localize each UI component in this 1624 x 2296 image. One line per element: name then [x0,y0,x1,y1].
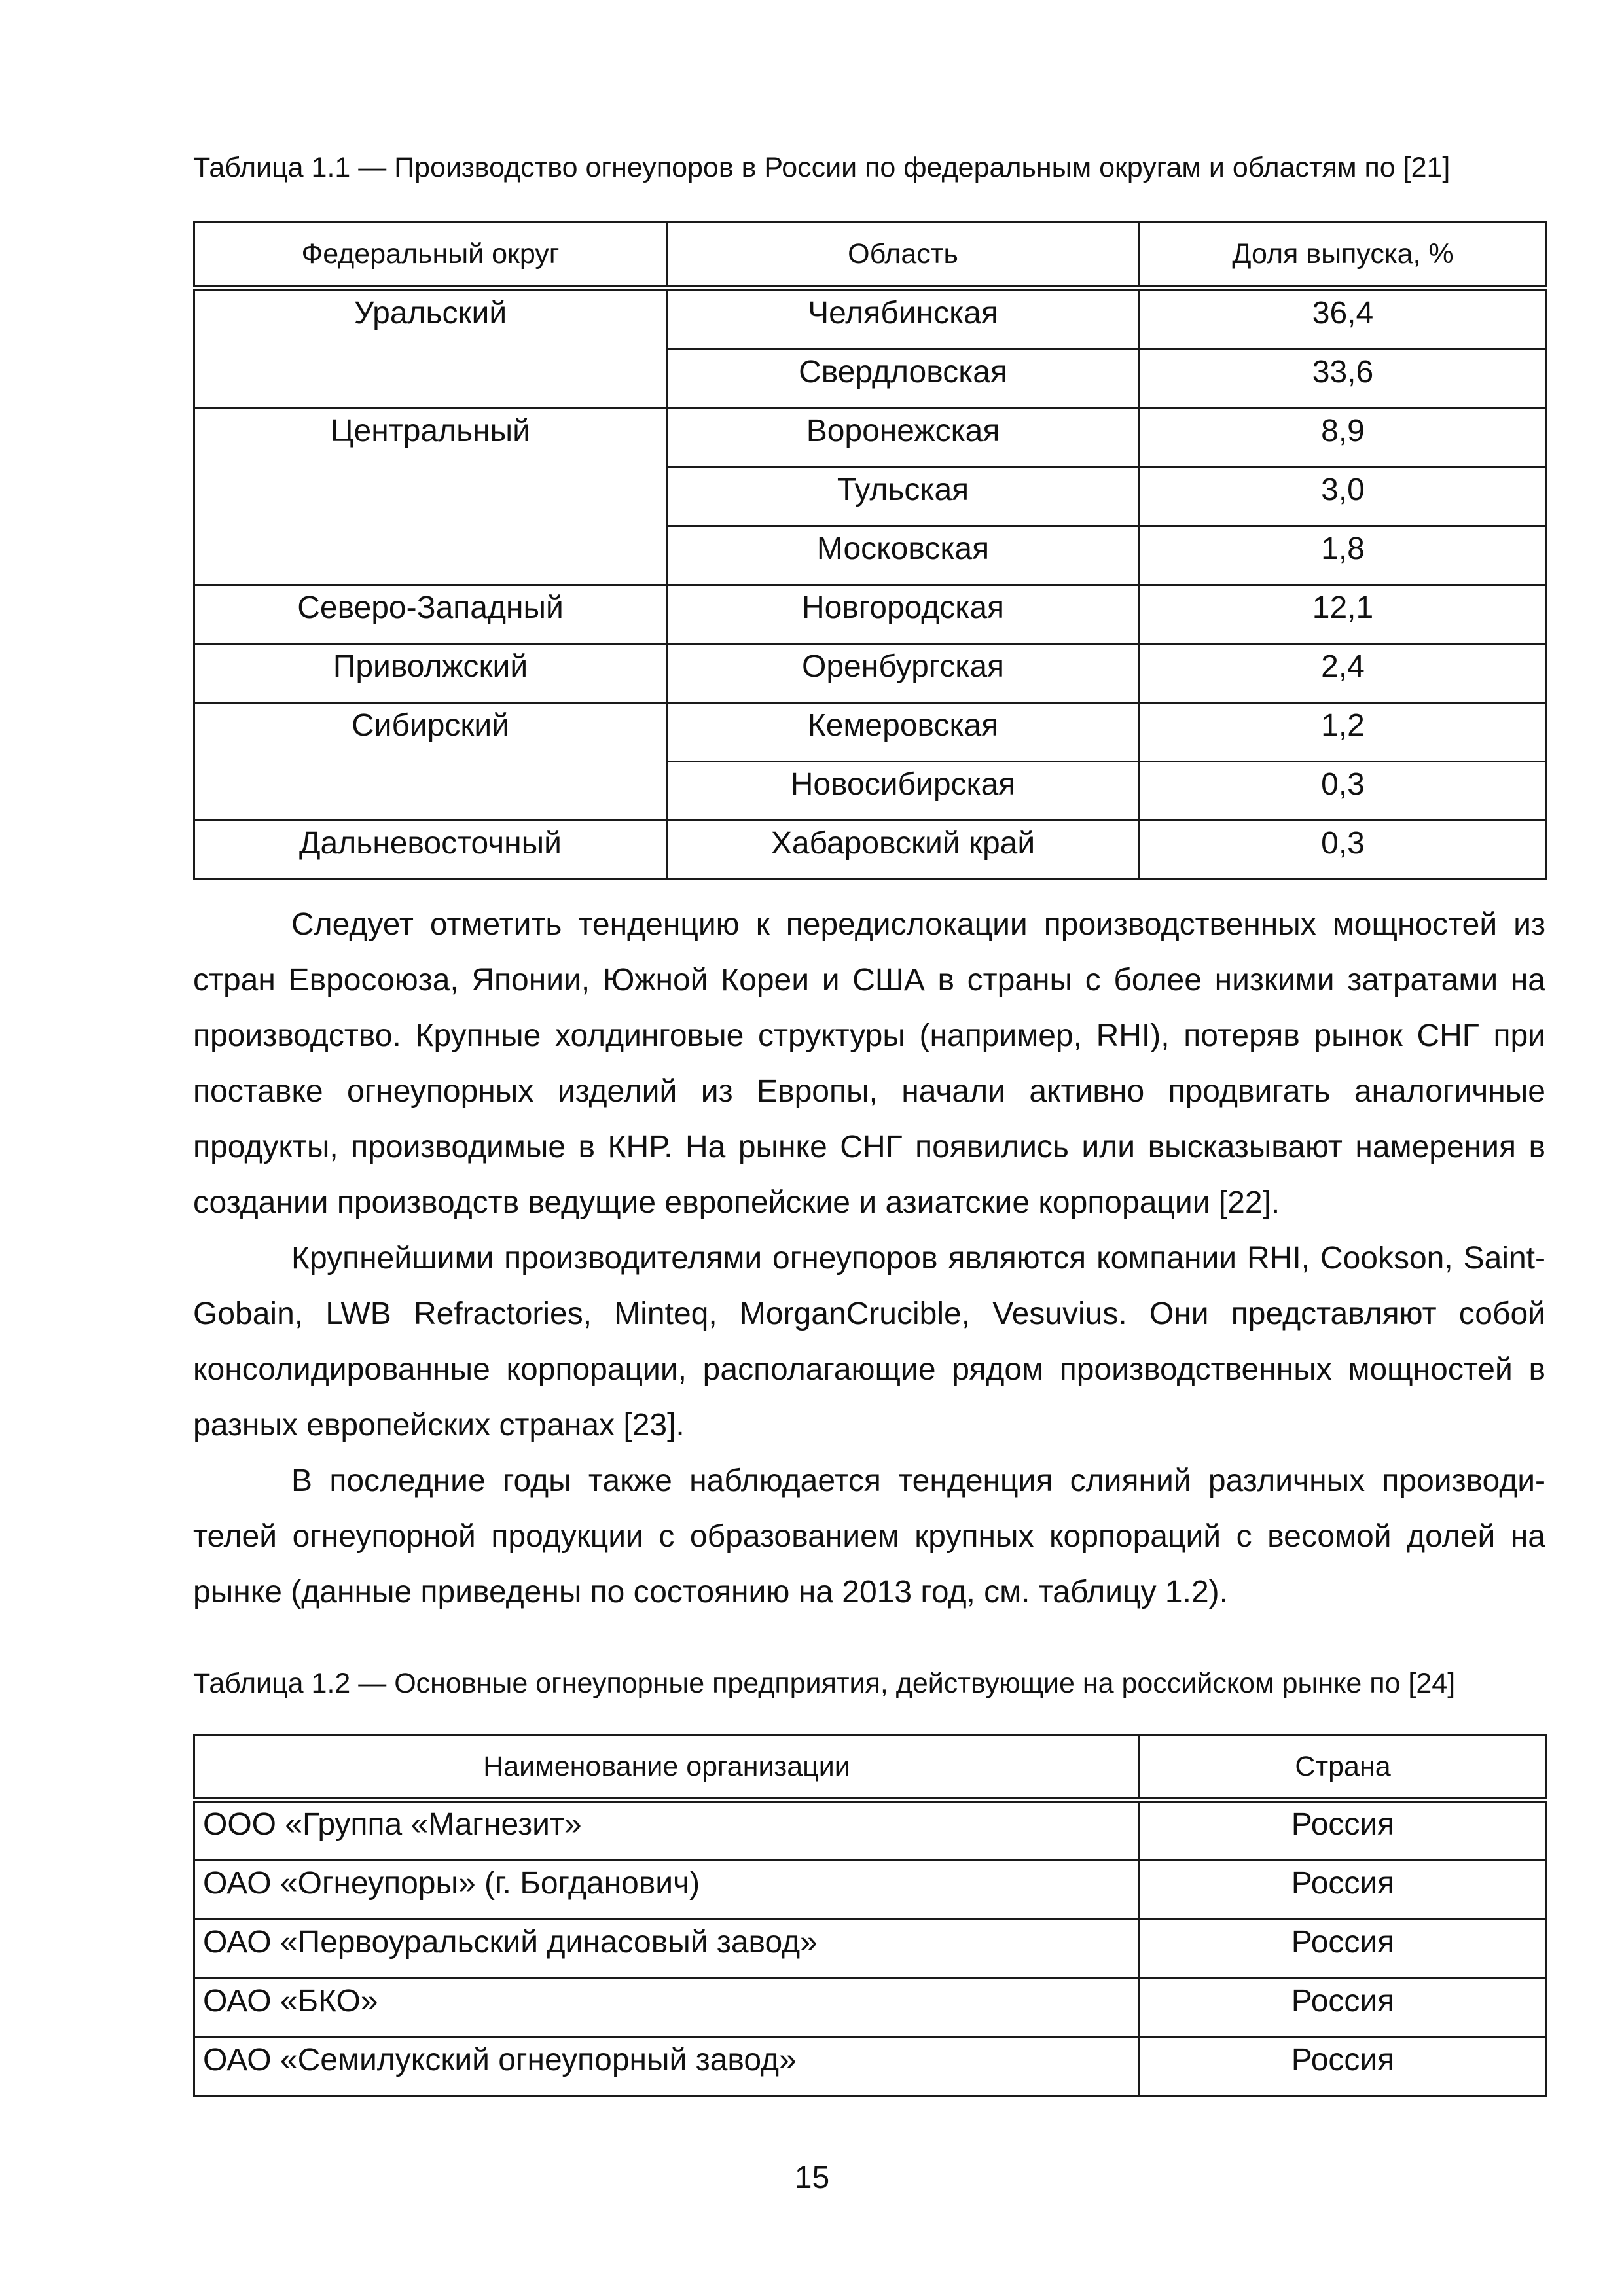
cell-output-share: 0,3 [1140,762,1547,821]
cell-output-share: 12,1 [1140,585,1547,644]
table-row [194,585,1547,644]
cell-region: Тульская [667,467,1140,526]
cell-region: Свердловская [667,350,1140,408]
page-number: 15 [794,2161,830,2195]
cell-output-share: 8,9 [1140,408,1547,467]
cell-country: Россия [1140,1920,1547,1979]
cell-region: Оренбургская [667,644,1140,703]
cell-country: Россия [1140,1800,1547,1861]
table-1-caption: Таблица 1.1 — Производство огнеупоров в России по федеральным округам и областям по [21] [193,152,1451,183]
cell-federal-district: Приволжский [194,644,667,703]
table-row [194,408,1547,467]
cell-federal-district: Уральский [194,289,667,408]
table-refractory-production [193,221,1547,880]
table-row [194,1800,1547,1861]
cell-organization-name: ООО «Группа «Магнезит» [194,1800,1140,1861]
header-organization-name: Наименование организации [194,1736,1140,1800]
cell-region: Челябинская [667,289,1140,350]
table-header-row [194,1736,1547,1800]
cell-output-share: 36,4 [1140,289,1547,350]
cell-organization-name: ОАО «БКО» [194,1979,1140,2037]
paragraph: Крупнейшими производителями огнеупоров являются компании RHI, Cookson, Saint-Gobain, LWB Refractories, Minteq, MorganCrucible, Vesuvius. Они представляют собой консолидированные корпорации, располагающие рядом производственных мощностей в разных европейских странах [23]. [193,1241,1545,1443]
cell-region: Новгородская [667,585,1140,644]
cell-country: Россия [1140,1979,1547,2037]
cell-output-share: 3,0 [1140,467,1547,526]
table-2-caption: Таблица 1.2 — Основные огнеупорные предприятия, действующие на российском рынке по [24] [193,1668,1456,1699]
table-row [194,1979,1547,2037]
cell-output-share: 1,2 [1140,703,1547,762]
paragraph: Следует отметить тенденцию к передислокации производственных мощностей из стран Евросоюза, Японии, Южной Кореи и США в страны с более низкими затратами на производство. Крупные холдинговые структуры (например, RHI), потеряв рынок СНГ при поставке огнеупорных изделий из Европы, начали активно продвигать аналогичные продукты, производимые в КНР. На рынке СНГ появились или высказывают намерения в создании производств ведущие европейские и азиатские корпорации [22]. [193,907,1545,1220]
cell-region: Новосибирская [667,762,1140,821]
header-country: Страна [1140,1736,1547,1800]
cell-organization-name: ОАО «Семилукский огнеупорный завод» [194,2037,1140,2096]
cell-country: Россия [1140,1861,1547,1920]
table-row [194,821,1547,880]
cell-federal-district: Северо-Западный [194,585,667,644]
cell-region: Воронежская [667,408,1140,467]
cell-output-share: 33,6 [1140,350,1547,408]
table-row [194,2037,1547,2096]
header-region: Область [667,222,1140,289]
paragraph: В последние годы также наблюдается тенденция слияний различных производителей огнеупорной продукции с образованием крупных корпораций с весомой долей на рынке (данные приведены по состоянию на 2013 год, см. таблицу 1.2). [193,1463,1545,1609]
cell-output-share: 1,8 [1140,526,1547,585]
table-header-row [194,222,1547,289]
header-output-share: Доля выпуска, % [1140,222,1547,289]
table-row [194,1861,1547,1920]
cell-region: Московская [667,526,1140,585]
cell-federal-district: Дальневосточный [194,821,667,880]
cell-output-share: 2,4 [1140,644,1547,703]
table-row [194,644,1547,703]
cell-output-share: 0,3 [1140,821,1547,880]
cell-federal-district: Сибирский [194,703,667,821]
table-row [194,1920,1547,1979]
header-federal-district: Федеральный округ [194,222,667,289]
cell-region: Хабаровский край [667,821,1140,880]
cell-federal-district: Центральный [194,408,667,585]
body-text [193,897,1545,1620]
cell-country: Россия [1140,2037,1547,2096]
cell-organization-name: ОАО «Первоуральский динасовый завод» [194,1920,1140,1979]
table-row [194,703,1547,762]
cell-organization-name: ОАО «Огнеупоры» (г. Богданович) [194,1861,1140,1920]
cell-region: Кемеровская [667,703,1140,762]
table-row [194,289,1547,350]
table-refractory-companies [193,1734,1547,2097]
